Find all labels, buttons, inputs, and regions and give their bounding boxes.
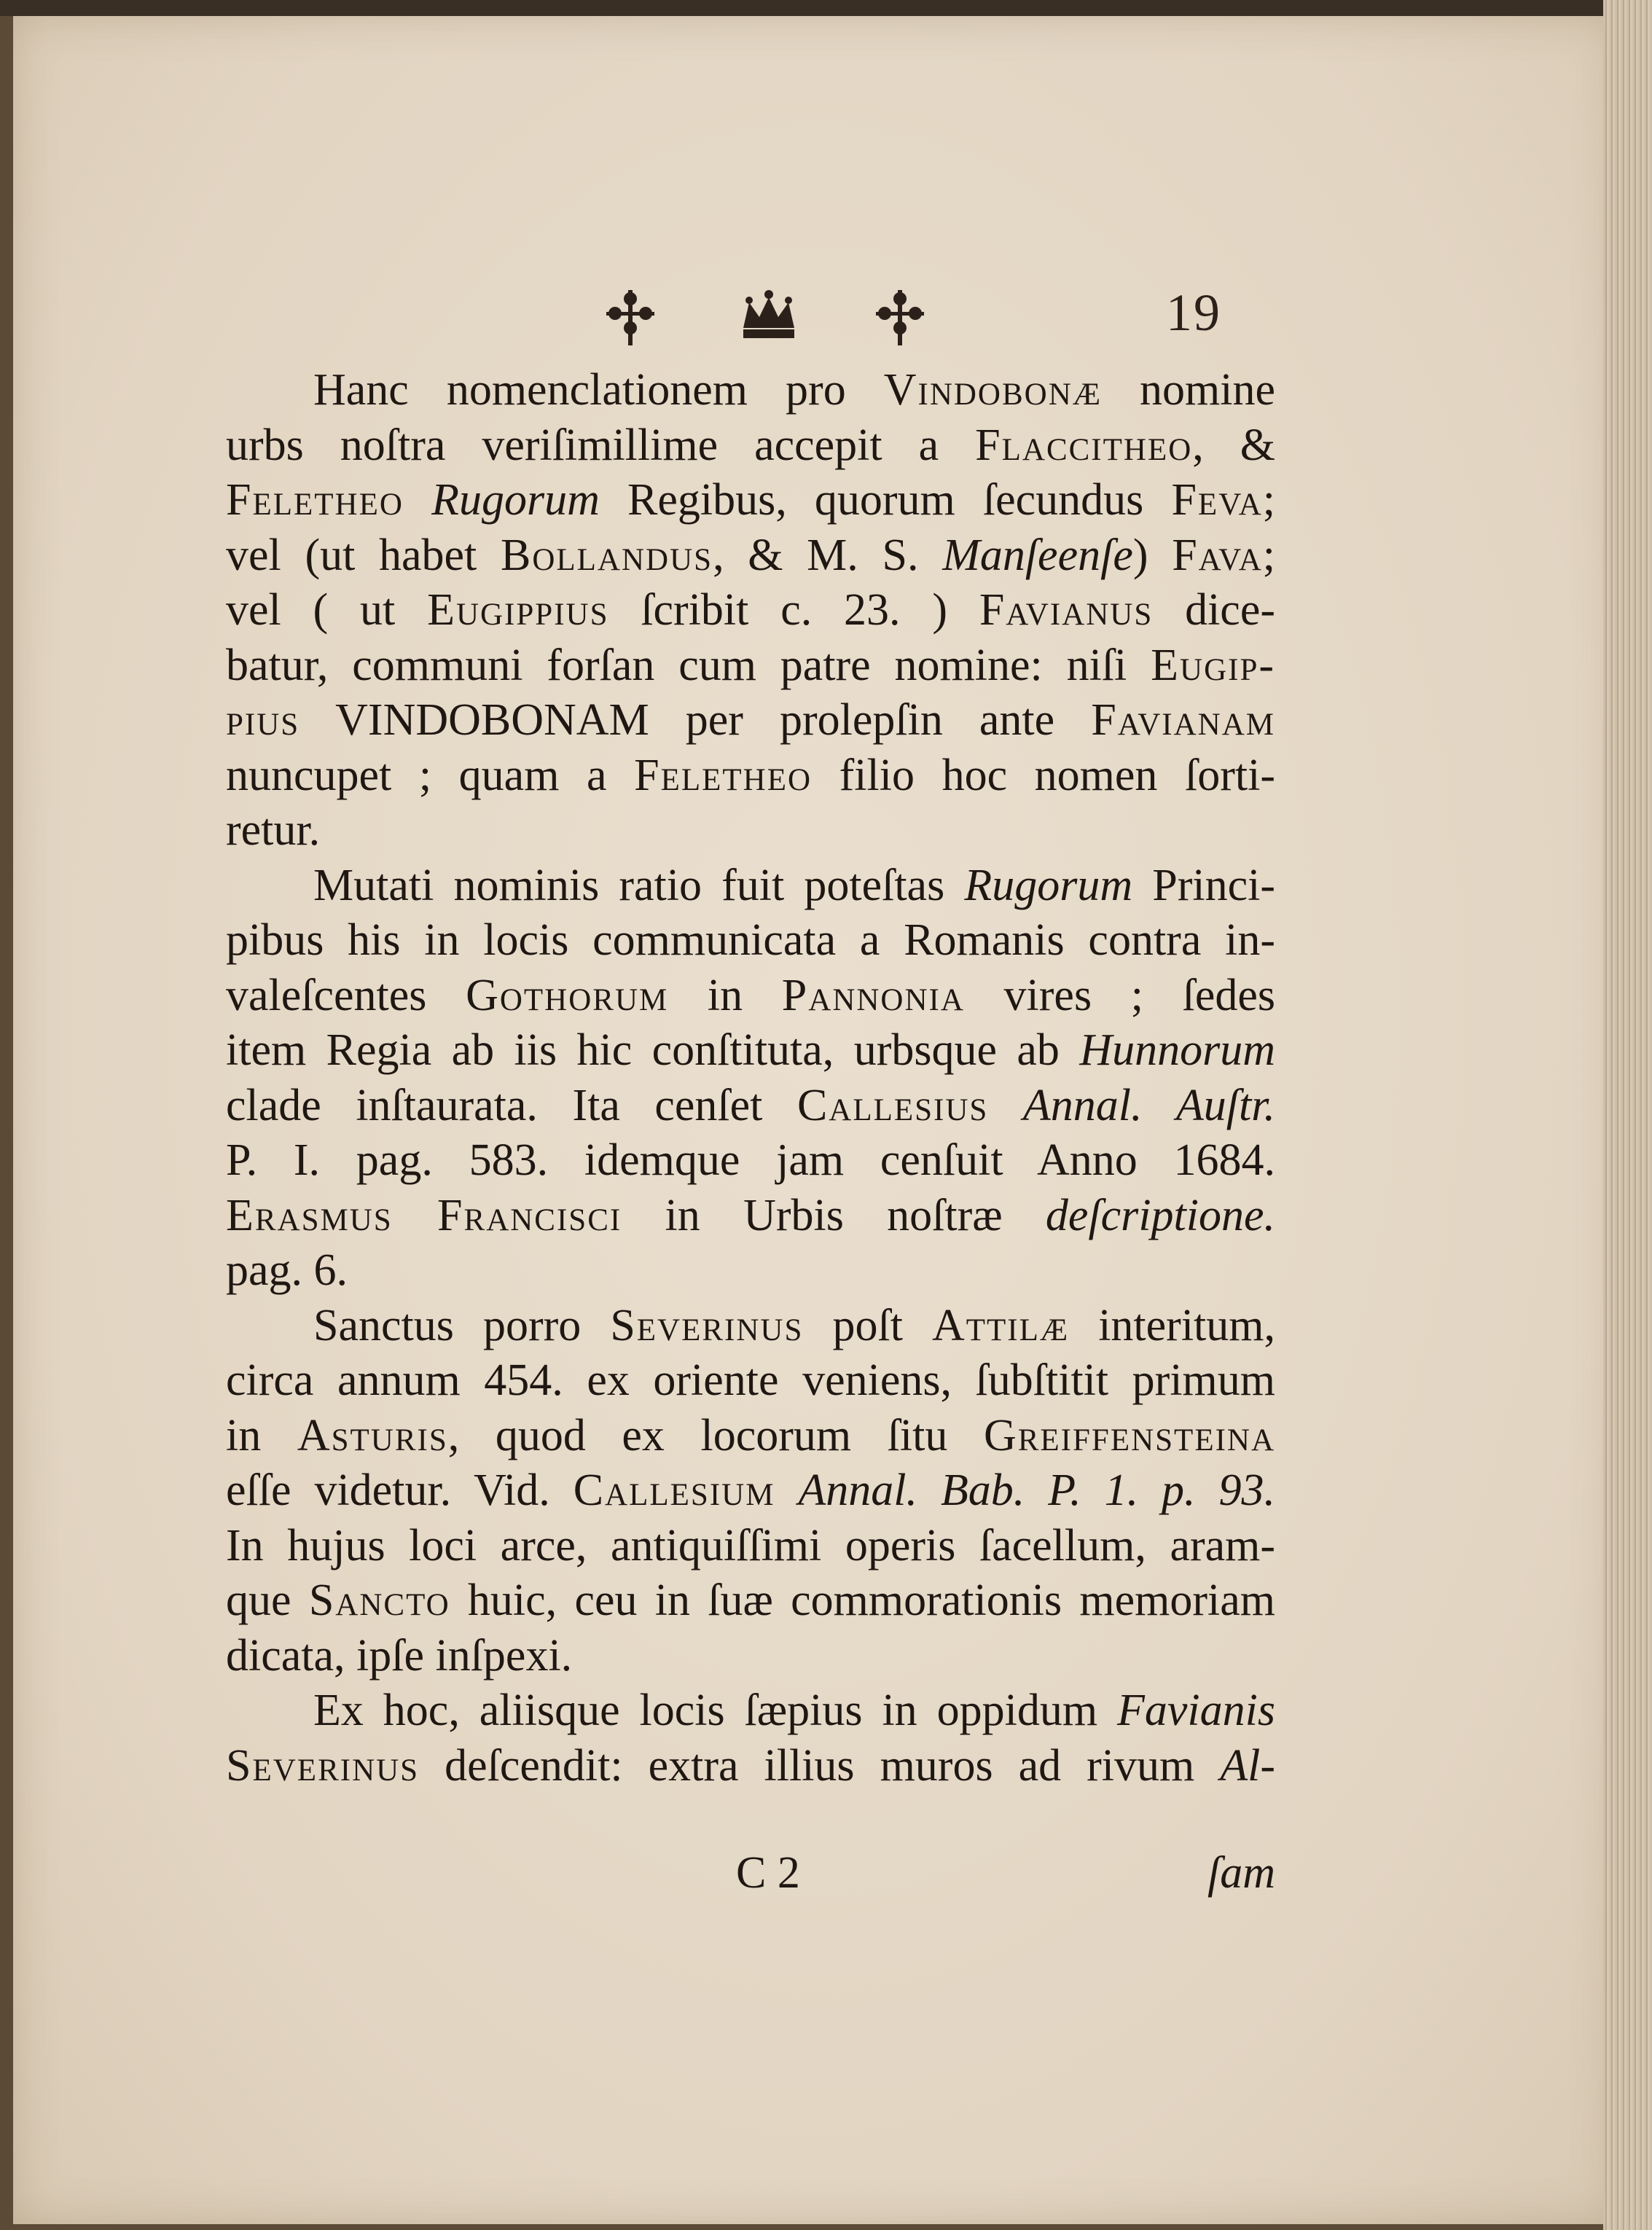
- text-run: Fava: [1172, 530, 1263, 580]
- text-run: Favianam: [1091, 695, 1275, 745]
- text-run: in Urbis noſtræ: [622, 1190, 1046, 1240]
- text-run: Sancto: [308, 1576, 450, 1625]
- page-header: [598, 284, 1253, 350]
- text-line: [226, 1079, 1275, 1134]
- text-run: poſt: [803, 1300, 932, 1350]
- text-run: [988, 1081, 1023, 1130]
- text-run: Callesius: [796, 1080, 989, 1130]
- text-run: item Regia ab iis hic conſtituta, urbsque ab: [226, 1025, 1080, 1075]
- text-run: pibus his in locis communicata a Romanis contra in-: [226, 915, 1275, 965]
- text-run: Greiffensteina: [983, 1410, 1276, 1460]
- text-line: [226, 473, 1275, 528]
- text-run: interitum,: [1069, 1300, 1276, 1350]
- crown-icon: [736, 284, 802, 350]
- text-run: Rugorum: [964, 860, 1133, 910]
- text-run: Manſeenſe: [942, 530, 1133, 580]
- text-run: dicata, ipſe inſpexi.: [226, 1630, 573, 1681]
- text-run: Princi-: [1132, 860, 1275, 910]
- text-run: nomine: [1102, 365, 1275, 415]
- text-line: [226, 528, 1275, 584]
- text-run: vel ( ut: [226, 585, 428, 635]
- text-line: [226, 363, 1275, 418]
- text-run: Callesium: [573, 1466, 775, 1515]
- text-run: Regibus, quorum ſecundus: [599, 475, 1172, 525]
- text-run: P. I. pag. 583. idemque jam cenſuit Anno 1684.: [226, 1135, 1275, 1185]
- text-run: Ex hoc, aliisque locis ſæpius in oppidum: [313, 1686, 1118, 1735]
- text-run: Favianus: [979, 585, 1154, 635]
- text-run: ;: [1262, 530, 1275, 580]
- text-run: Sanctus porro: [313, 1300, 611, 1350]
- text-run: dice-: [1153, 585, 1275, 635]
- text-run: Asturis: [297, 1410, 448, 1460]
- text-run: nuncupet ; quam a: [226, 750, 635, 800]
- text-run: urbs noſtra veriſimillime accepit a: [226, 420, 976, 470]
- text-run: Al-: [1220, 1740, 1275, 1791]
- text-run: Attilæ: [932, 1300, 1070, 1350]
- text-run: Erasmus Francisci: [226, 1190, 622, 1240]
- text-run: , quod ex locorum ſitu: [447, 1410, 984, 1460]
- fleur-icon: [598, 284, 663, 350]
- text-line: [226, 418, 1275, 474]
- text-run: deſcriptione.: [1045, 1190, 1276, 1240]
- text-run: in: [226, 1410, 297, 1460]
- text-run: Mutati nominis ratio fuit poteſtas: [313, 860, 965, 910]
- text-line: [226, 913, 1275, 969]
- text-run: valeſcentes: [226, 970, 466, 1020]
- text-line: [226, 1409, 1275, 1464]
- text-run: circa annum 454. ex oriente veniens, ſubſtitit primum: [226, 1355, 1275, 1405]
- text-line: [226, 693, 1275, 748]
- text-run: ;: [1262, 475, 1275, 525]
- text-run: deſcendit: extra illius muros ad rivum: [419, 1740, 1221, 1791]
- text-run: que: [226, 1576, 309, 1625]
- text-line: [226, 1189, 1275, 1244]
- text-run: filio hoc nomen ſorti-: [812, 750, 1275, 800]
- text-line: [226, 1299, 1275, 1354]
- text-run: retur.: [226, 805, 321, 855]
- text-run: In hujus loci arce, antiquiſſimi operis ſacellum, aram-: [226, 1520, 1275, 1570]
- text-run: VINDOBONAM per prolepſin ante: [300, 695, 1092, 745]
- signature-mark: C 2: [736, 1848, 800, 1898]
- text-run: Feva: [1171, 475, 1263, 525]
- text-line: [226, 858, 1275, 914]
- page-number: 19: [1166, 283, 1221, 342]
- text-line: [226, 1519, 1275, 1574]
- text-line: [226, 1353, 1275, 1409]
- text-run: ): [1132, 530, 1173, 580]
- text-run: Severinus: [610, 1300, 804, 1350]
- book-top-edge: [0, 0, 1652, 16]
- text-run: Flacciτheo: [975, 420, 1193, 470]
- fleur-icon: [867, 284, 933, 350]
- page-stack-edge: [1603, 0, 1652, 2230]
- text-line: [226, 969, 1275, 1024]
- text-run: batur, communi forſan cum patre nomine: niſi: [226, 640, 1151, 690]
- text-run: eſſe videtur. Vid.: [226, 1466, 573, 1515]
- text-line: [226, 1463, 1275, 1519]
- text-run: Annal. Bab. P. 1. p. 93.: [798, 1466, 1275, 1515]
- text-run: Eugippius: [427, 585, 609, 635]
- text-line: [226, 1683, 1275, 1739]
- text-run: , & M. S.: [713, 530, 943, 580]
- text-run: vires ; ſedes: [964, 970, 1276, 1020]
- text-run: [775, 1466, 798, 1515]
- text-line: [226, 1023, 1275, 1079]
- catchword: ſam: [1207, 1848, 1275, 1898]
- text-run: [404, 475, 431, 525]
- text-line: [226, 1739, 1275, 1794]
- text-run: Annal. Auſtr.: [1022, 1080, 1275, 1130]
- text-run: Bollandus: [500, 530, 713, 580]
- text-line: [226, 638, 1275, 694]
- text-run: pag. 6.: [226, 1245, 348, 1295]
- text-run: vel (ut habet: [226, 530, 501, 580]
- text-run: Feletheo: [226, 475, 404, 525]
- text-line: [226, 583, 1275, 638]
- text-run: Gothorum: [466, 970, 669, 1020]
- text-line: [226, 1629, 1275, 1684]
- text-run: Severinus: [226, 1740, 420, 1791]
- text-run: Hunnorum: [1079, 1025, 1275, 1075]
- text-line: [226, 1133, 1275, 1189]
- text-run: Feletheo: [634, 750, 813, 800]
- text-run: Eugip-: [1151, 640, 1275, 690]
- text-run: Favianis: [1117, 1686, 1275, 1735]
- text-run: Hanc nomenclationem pro: [313, 365, 884, 415]
- text-run: Pannonia: [781, 970, 965, 1020]
- text-run: Rugorum: [431, 475, 600, 525]
- text-line: [226, 1243, 1275, 1299]
- text-run: clade inſtaurata. Ita cenſet: [226, 1080, 797, 1130]
- text-line: [226, 803, 1275, 858]
- text-run: in: [668, 970, 782, 1020]
- page-footer: [226, 1847, 1275, 1906]
- text-line: [226, 748, 1275, 804]
- text-run: Vindobonæ: [883, 365, 1102, 415]
- body-text: [226, 363, 1275, 1793]
- text-run: ſcribit c. 23. ): [608, 585, 979, 635]
- text-run: , &: [1192, 420, 1275, 470]
- text-run: pius: [226, 695, 300, 745]
- text-run: huic, ceu in ſuæ commorationis memoriam: [450, 1576, 1275, 1625]
- text-line: [226, 1573, 1275, 1629]
